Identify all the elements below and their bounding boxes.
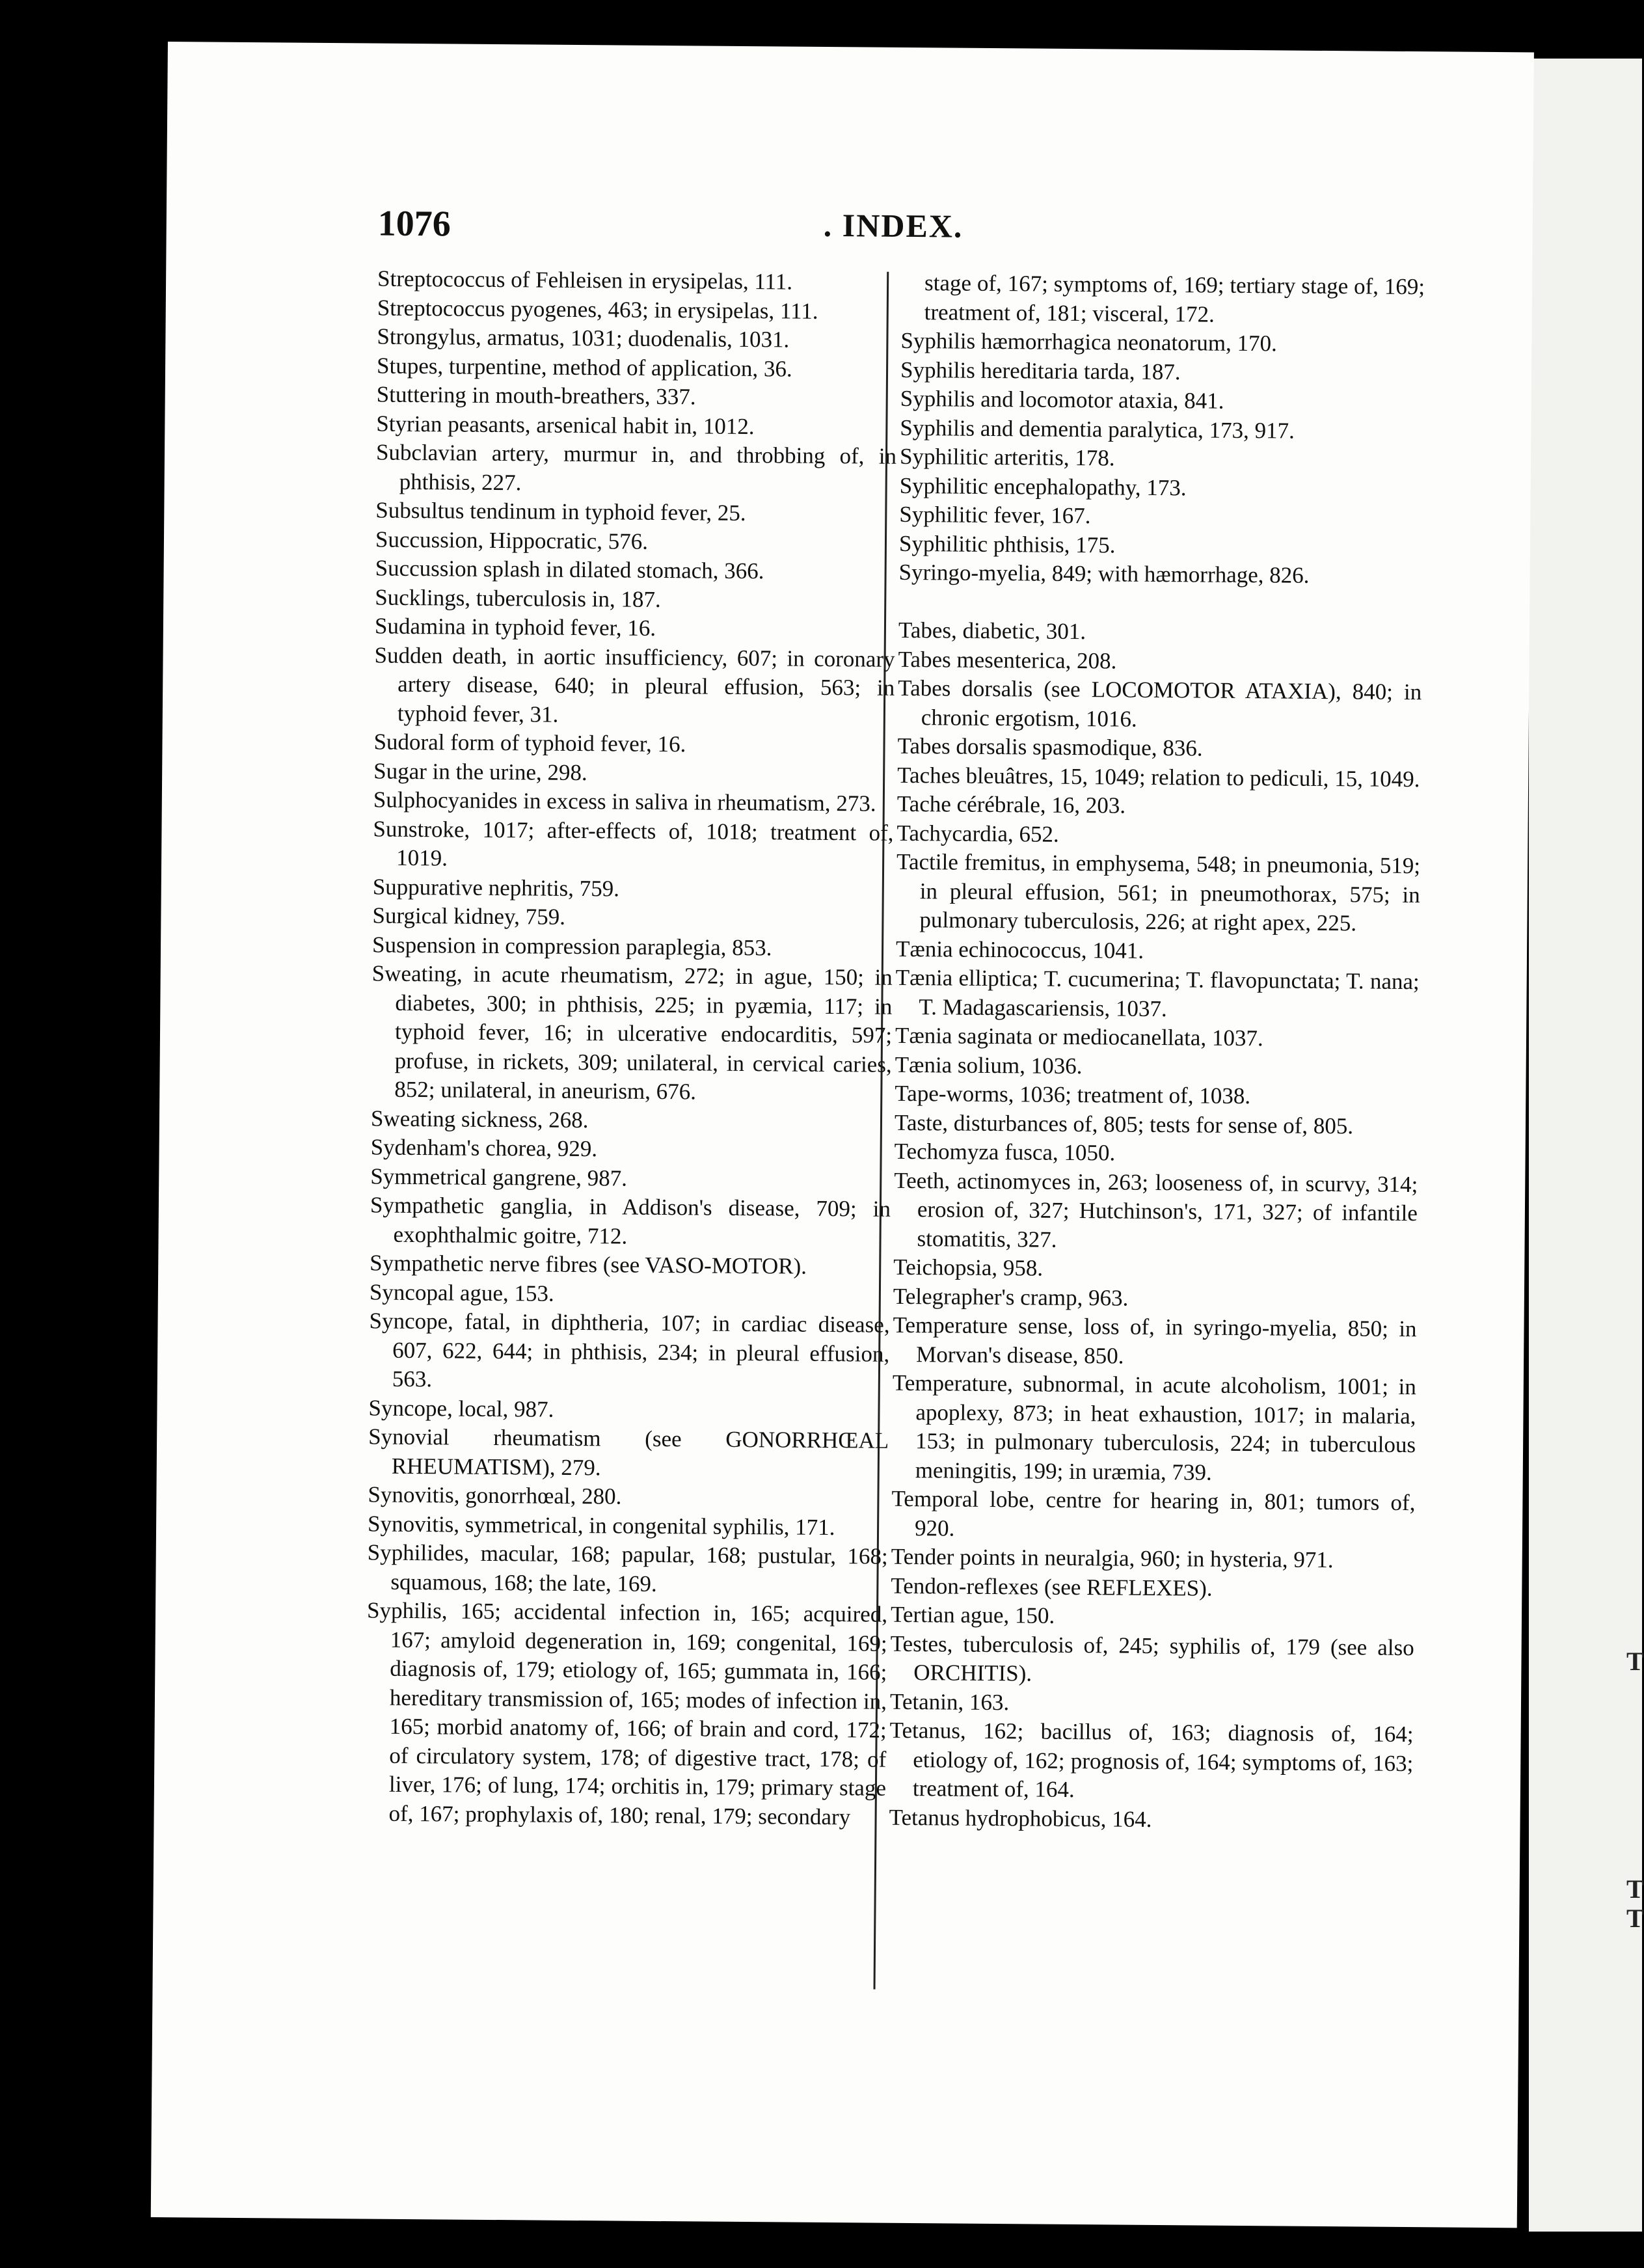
running-head: . INDEX.: [823, 206, 963, 245]
index-entry: Tænia solium, 1036.: [895, 1051, 1083, 1079]
index-entry: Syringo-myelia, 849; with hæmorrhage, 826.: [898, 559, 1310, 588]
facing-page-edge: [1529, 59, 1642, 2232]
index-entry: Tabes dorsalis (see LOCOMOTOR ATAXIA), 840; in chronic ergotism, 1016.: [898, 675, 1422, 732]
section-gap: [898, 587, 1422, 620]
index-entry: Tendon-reflexes (see REFLEXES).: [891, 1573, 1213, 1601]
index-entry: Syncopal ague, 153.: [369, 1278, 554, 1306]
index-entry: Syphilitic fever, 167.: [899, 501, 1091, 529]
index-entry: Syphilis hæmorrhagica neonatorum, 170.: [900, 327, 1277, 357]
index-entry: Strongylus, armatus, 1031; duodenalis, 1031.: [377, 323, 790, 353]
index-entry: stage of, 167; symptoms of, 169; tertiary stage of, 169; treatment of, 181; visceral, 172.: [924, 270, 1425, 327]
index-entry: Tache cérébrale, 16, 203.: [896, 790, 1126, 818]
index-entry: Succussion splash in dilated stomach, 366.: [375, 555, 764, 584]
index-entry: Tertian ague, 150.: [890, 1601, 1055, 1628]
index-entry: Symmetrical gangrene, 987.: [370, 1163, 628, 1191]
index-entry: Sudamina in typhoid fever, 16.: [374, 613, 656, 641]
index-entry: Temporal lobe, centre for hearing in, 801; tumors of, 920.: [891, 1485, 1416, 1541]
index-entry: Syphilitic encephalopathy, 173.: [899, 472, 1187, 500]
index-entry: Surgical kidney, 759.: [372, 902, 566, 930]
index-entry: Synovitis, gonorrhœal, 280.: [368, 1481, 622, 1509]
index-entry: Tactile fremitus, in emphysema, 548; in pneumonia, 519; in pleural effusion, 561; in pneumothorax, 575; in pulmonary tuberculosis, 226; at right apex, 225.: [896, 848, 1421, 936]
index-entry: Sudoral form of typhoid fever, 16.: [373, 729, 686, 757]
index-entry: Syphilis hereditaria tarda, 187.: [900, 357, 1181, 385]
facing-page-letter: T: [1626, 1647, 1644, 1676]
index-entry: Syphilitic phthisis, 175.: [898, 530, 1116, 558]
index-entry: Stupes, turpentine, method of application, 36.: [376, 353, 792, 382]
index-entry: Tetanus, 162; bacillus of, 163; diagnosis of, 164; etiology of, 162; prognosis of, 164; symptoms of, 163; treatment of, 164.: [889, 1717, 1414, 1803]
index-entry: Tabes mesenterica, 208.: [898, 646, 1117, 673]
page-number: 1076: [377, 203, 451, 245]
index-entry: Temperature sense, loss of, in syringo-myelia, 850; in Morvan's disease, 850.: [893, 1312, 1417, 1369]
index-entry: Taches bleuâtres, 15, 1049; relation to pediculi, 15, 1049.: [897, 762, 1420, 792]
index-entry: Subsultus tendinum in typhoid fever, 25.: [375, 497, 746, 526]
index-entry: Streptococcus of Fehleisen in erysipelas, 111.: [377, 265, 793, 295]
index-entry: Tabes dorsalis spasmodique, 836.: [897, 733, 1203, 761]
index-entry: Teeth, actinomyces in, 263; looseness of, in scurvy, 314; erosion of, 327; Hutchinson's, 171, 327; of infantile stomatitis, 327.: [894, 1167, 1418, 1252]
index-entry: Tænia saginata or mediocanellata, 1037.: [895, 1022, 1263, 1051]
index-entry: Sudden death, in aortic insufficiency, 607; in coronary artery disease, 640; in pleural effusion, 563; in typhoid fever, 31.: [374, 642, 895, 727]
index-entry: Teichopsia, 958.: [893, 1254, 1044, 1281]
index-entry: Tænia echinococcus, 1041.: [895, 936, 1144, 964]
index-entry: Sympathetic nerve fibres (see VASO-MOTOR).: [370, 1250, 807, 1279]
index-entry: Syphilis and dementia paralytica, 173, 917.: [900, 414, 1295, 444]
index-column-left: [365, 265, 898, 1832]
index-entry: Temperature, subnormal, in acute alcoholism, 1001; in apoplexy, 873; in heat exhaustion, 1017; in malaria, 153; in pulmonary tuberculosis, 224; in tuberculous meningitis, 199; in uræmia, 739.: [892, 1370, 1416, 1485]
index-entry: Subclavian artery, murmur in, and throbbing of, in phthisis, 227.: [375, 439, 897, 495]
index-entry: Streptococcus pyogenes, 463; in erysipelas, 111.: [377, 295, 818, 324]
index-column-right: [889, 269, 1425, 1836]
index-entry: Syphilides, macular, 168; papular, 168; pustular, 168; squamous, 168; the late, 169.: [367, 1539, 888, 1597]
index-entry: Telegrapher's cramp, 963.: [893, 1283, 1129, 1311]
index-entry: Suppurative nephritis, 759.: [372, 874, 620, 901]
index-entry: Suspension in compression paraplegia, 853.: [371, 932, 772, 960]
book-page: [151, 42, 1534, 2228]
index-entry: Sulphocyanides in excess in saliva in rheumatism, 273.: [373, 787, 876, 817]
index-entry: Synovitis, symmetrical, in congenital syphilis, 171.: [367, 1510, 835, 1540]
index-entry: Succussion, Hippocratic, 576.: [375, 526, 649, 554]
index-entry: Sweating sickness, 268.: [370, 1105, 589, 1133]
index-entry: Sydenham's chorea, 929.: [370, 1134, 598, 1162]
index-entry: Sucklings, tuberculosis in, 187.: [375, 584, 661, 612]
facing-page-letter: T: [1626, 1874, 1644, 1904]
index-entry: Sugar in the urine, 298.: [373, 758, 587, 785]
index-entry: Sunstroke, 1017; after-effects of, 1018; treatment of, 1019.: [373, 816, 894, 871]
index-entry: Syphilitic arteritis, 178.: [899, 443, 1115, 471]
index-entry: Tetanus hydrophobicus, 164.: [889, 1804, 1152, 1832]
index-entry: Tender points in neuralgia, 960; in hysteria, 971.: [891, 1543, 1334, 1573]
index-entry: Tachycardia, 652.: [896, 820, 1059, 847]
index-entry: Synovial rheumatism (see GONORRHŒAL RHEUMATISM), 279.: [368, 1424, 889, 1480]
index-entry: Styrian peasants, arsenical habit in, 1012.: [376, 411, 755, 439]
index-entry: Tape-worms, 1036; treatment of, 1038.: [895, 1080, 1251, 1109]
index-entry: Syncope, local, 987.: [368, 1394, 554, 1422]
index-entry: Stuttering in mouth-breathers, 337.: [376, 381, 696, 410]
index-entry: Syphilis, 165; accidental infection in, 165; acquired, 167; amyloid degeneration in, 169; congenital, 169; diagnosis of, 179; etiology of, 165; gummata in, 166; hereditary transmission of, 165; modes of infection in, 165; morbid anatomy of, 166; of brain and cord, 172; of circulatory system, 178; of digestive tract, 178; of liver, 176; of lung, 174; orchitis in, 179; primary stage of, 167; prophylaxis of, 180; renal, 179; secondary: [366, 1597, 888, 1829]
index-entry: Sweating, in acute rheumatism, 272; in ague, 150; in diabetes, 300; in phthisis, 225; in pyæmia, 117; in typhoid fever, 16; in ulcerative endocarditis, 597; profuse, in rickets, 309; unilateral, in cervical caries, 852; unilateral, in aneurism, 676.: [371, 960, 893, 1105]
index-entry: Tænia elliptica; T. cucumerina; T. flavopunctata; T. nana; T. Madagascariensis, 1037.: [895, 964, 1420, 1021]
index-entry: Testes, tuberculosis of, 245; syphilis of, 179 (see also ORCHITIS).: [890, 1630, 1414, 1686]
index-entry: Syphilis and locomotor ataxia, 841.: [900, 385, 1224, 414]
index-entry: Taste, disturbances of, 805; tests for sense of, 805.: [894, 1109, 1354, 1139]
index-entry: Sympathetic ganglia, in Addison's disease, 709; in exophthalmic goitre, 712.: [370, 1192, 891, 1249]
index-entry: Tetanin, 163.: [889, 1688, 1010, 1715]
index-entry: Syncope, fatal, in diphtheria, 107; in cardiac disease, 607, 622, 644; in phthisis, 234; in pleural effusion, 563.: [369, 1308, 890, 1392]
facing-page-letter: T: [1626, 1904, 1644, 1933]
index-entry: Tabes, diabetic, 301.: [898, 617, 1086, 645]
index-entry: Techomyza fusca, 1050.: [894, 1138, 1116, 1166]
